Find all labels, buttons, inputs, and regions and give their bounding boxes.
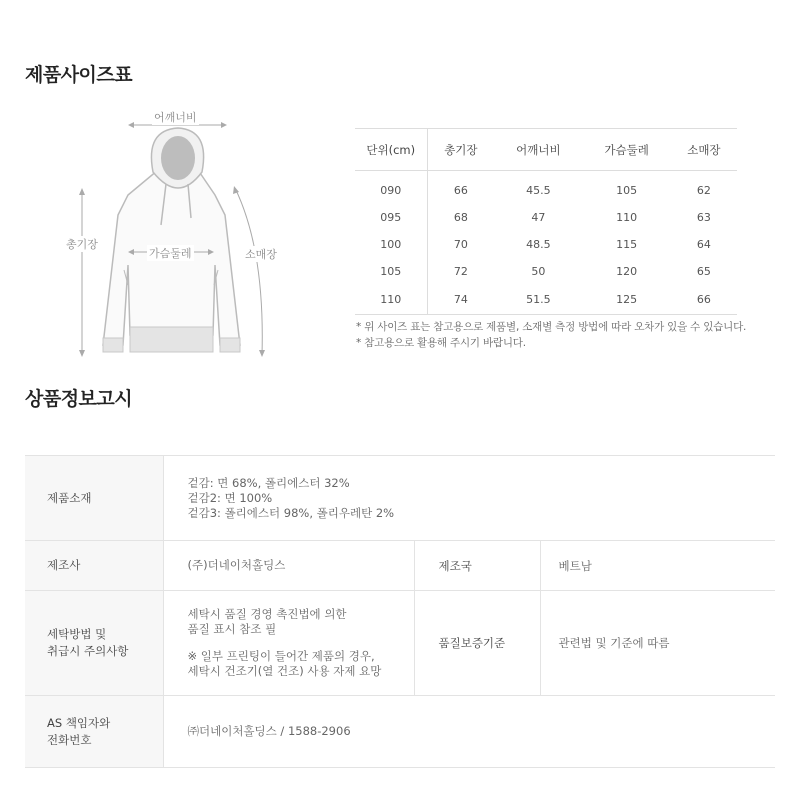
material-line: 겉감: 면 68%, 폴리에스터 32% <box>187 475 350 490</box>
header-chest: 가슴둘레 <box>582 129 670 171</box>
care-note: ※ 일부 프린팅이 들어간 제품의 경우, <box>187 649 375 663</box>
table-row <box>355 231 737 258</box>
shoulder-label: 어깨너비 <box>154 111 197 124</box>
care-label <box>25 591 163 696</box>
material-label: 제품소재 <box>25 456 163 541</box>
table-cell: 105 <box>355 258 427 285</box>
material-line: 겉감3: 폴리에스터 98%, 폴리우레탄 2% <box>187 505 395 520</box>
table-cell: 090 <box>355 171 427 204</box>
table-cell: 50 <box>531 264 546 278</box>
manufacturer-label: 제조사 <box>25 541 163 591</box>
table-cell: 62 <box>696 183 711 197</box>
header-shoulder: 어깨너비 <box>494 129 582 171</box>
as-label-line: 전화번호 <box>47 732 92 747</box>
country-value: 베트남 <box>540 541 775 591</box>
table-row <box>25 456 775 541</box>
info-section-title: 상품정보고시 <box>25 388 133 410</box>
table-cell: 66 <box>453 183 468 197</box>
table-cell: 115 <box>616 237 638 251</box>
hoodie-size-diagram <box>50 100 295 365</box>
size-table-header <box>355 129 737 171</box>
material-line: 겉감2: 면 100% <box>187 490 273 505</box>
size-table <box>355 128 737 315</box>
table-row <box>355 258 737 285</box>
table-cell: 70 <box>453 237 468 251</box>
care-note: 세탁시 건조기(열 건조) 사용 자제 요망 <box>187 664 382 678</box>
table-cell: 68 <box>453 210 468 224</box>
table-row <box>355 171 737 204</box>
warranty-value: 관련법 및 기준에 따름 <box>540 591 775 696</box>
size-section-title: 제품사이즈표 <box>25 64 133 86</box>
as-label-line: AS 책임자와 <box>47 715 111 730</box>
table-row <box>25 541 775 591</box>
product-info-table <box>25 455 775 768</box>
table-cell: 66 <box>671 285 737 315</box>
hoodie-illustration <box>50 100 295 365</box>
size-note: * 위 사이즈 표는 참고용으로 제품별, 소재별 측정 방법에 따라 오차가 있을 수 있습니다. <box>356 321 747 333</box>
care-value <box>163 591 414 696</box>
table-cell: 125 <box>582 285 670 315</box>
table-cell: 64 <box>696 237 711 251</box>
chest-label: 가슴둘레 <box>149 247 192 260</box>
header-sleeve: 소매장 <box>671 129 737 171</box>
table-cell: 095 <box>355 204 427 231</box>
table-cell: 72 <box>453 264 468 278</box>
table-row <box>355 285 737 315</box>
header-unit: 단위(cm) <box>355 129 427 171</box>
table-row <box>25 696 775 768</box>
care-label-line: 세탁방법 및 <box>47 627 107 641</box>
care-line: 품질 표시 참조 필 <box>187 622 277 636</box>
table-row <box>25 591 775 696</box>
table-row <box>355 204 737 231</box>
table-cell: 100 <box>355 231 427 258</box>
table-cell: 48.5 <box>526 237 551 251</box>
table-cell: 120 <box>616 264 638 278</box>
length-label: 총기장 <box>66 238 98 251</box>
care-label-line: 취급시 주의사항 <box>47 644 129 658</box>
as-label <box>25 696 163 768</box>
table-cell: 63 <box>696 210 711 224</box>
care-line: 세탁시 품질 경영 촉진법에 의한 <box>187 607 347 621</box>
warranty-label: 품질보증기준 <box>414 591 540 696</box>
table-cell: 45.5 <box>526 183 551 197</box>
table-cell: 74 <box>427 285 494 315</box>
sleeve-label: 소매장 <box>245 248 277 261</box>
table-cell: 65 <box>696 264 711 278</box>
table-cell: 47 <box>531 210 546 224</box>
as-value: ㈜더네이처홀딩스 / 1588-2906 <box>163 696 775 768</box>
size-note: * 참고용으로 활용해 주시기 바랍니다. <box>356 337 526 349</box>
table-cell: 105 <box>616 183 638 197</box>
header-length: 총기장 <box>427 129 494 171</box>
table-cell: 51.5 <box>494 285 582 315</box>
country-label: 제조국 <box>414 541 540 591</box>
material-value <box>163 456 775 541</box>
table-cell: 110 <box>355 285 427 315</box>
table-cell: 110 <box>616 210 638 224</box>
manufacturer-value: (주)더네이처홀딩스 <box>163 541 414 591</box>
